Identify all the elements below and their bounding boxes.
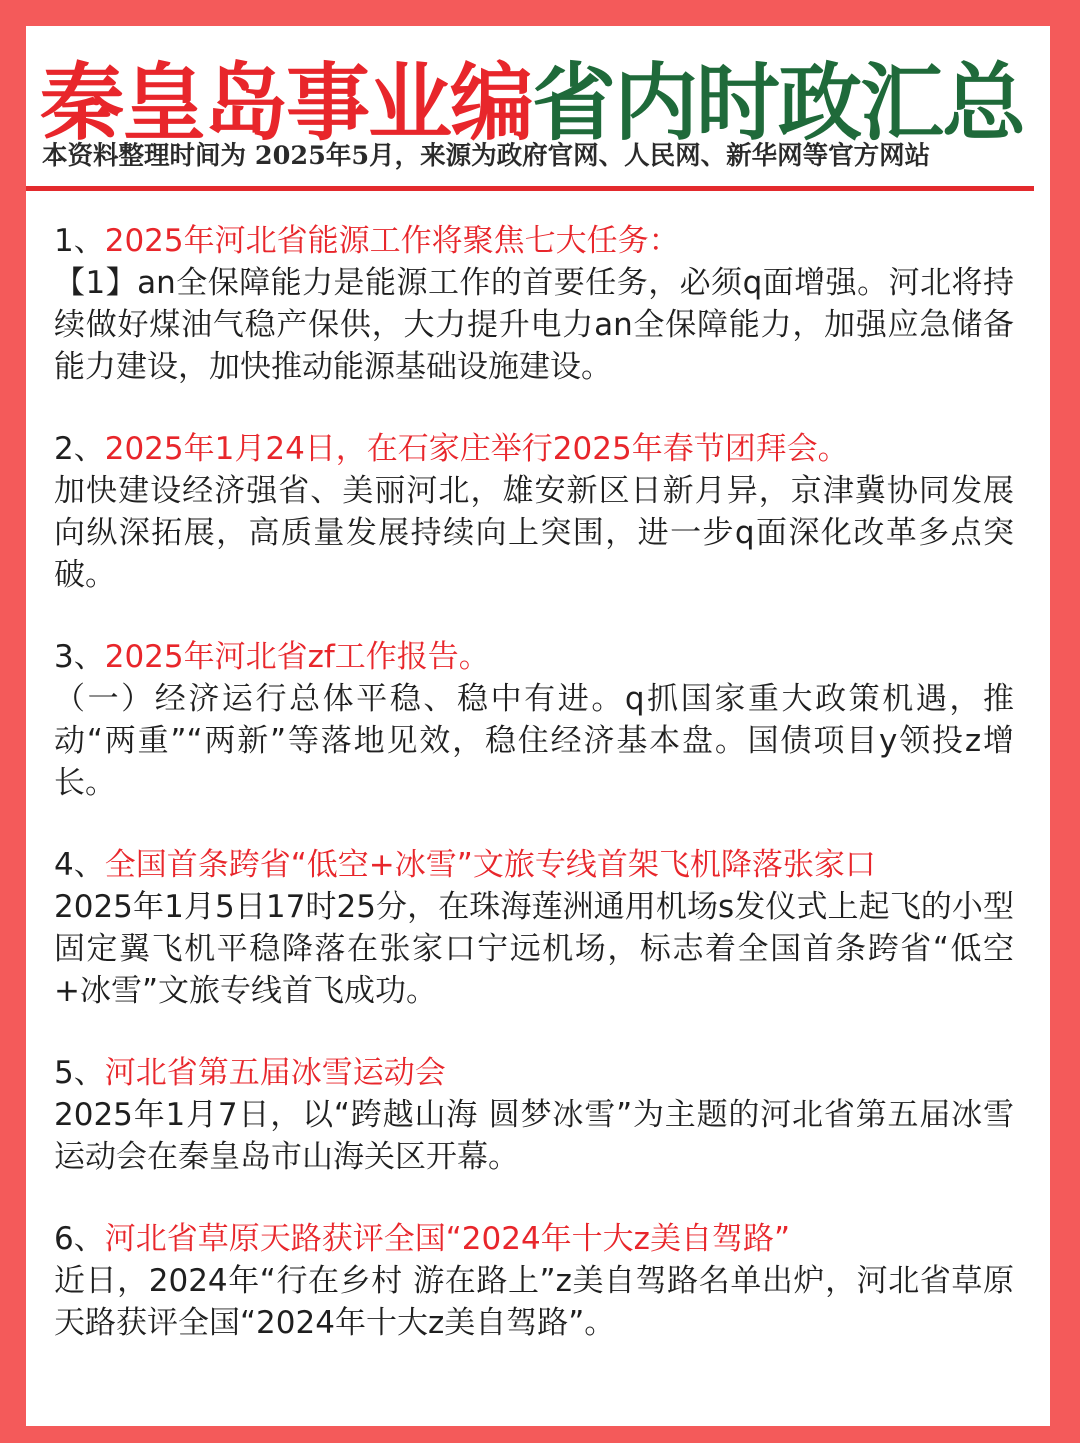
news-item-title: 2025年河北省zf工作报告。 (104, 639, 490, 675)
news-item-body: 【1】an全保障能力是能源工作的首要任务，必须q面增强。河北将持续做好煤油气稳产保供，大力提升电力an全保障能力，加强应急储备能力建设，加快推动能源基础设施建设。 (54, 265, 1014, 385)
news-item-title: 河北省草原天路获评全国“2024年十大z美自驾路” (104, 1221, 791, 1257)
news-item-body: 2025年1月7日，以“跨越山海 圆梦冰雪”为主题的河北省第五届冰雪运动会在秦皇岛市山海关区开幕。 (54, 1097, 1014, 1175)
news-item-title: 河北省第五届冰雪运动会 (104, 1055, 446, 1091)
news-item-1 (54, 220, 1014, 388)
news-item-heading (54, 1218, 1014, 1260)
news-item-title: 2025年1月24日，在石家庄举行2025年春节团拜会。 (104, 431, 849, 467)
news-item-heading (54, 428, 1014, 470)
news-item-number: 1、 (54, 223, 105, 259)
title-red-part: 秦皇岛事业编 (40, 53, 533, 152)
news-item-heading (54, 1052, 1014, 1094)
news-item-number: 4、 (54, 847, 105, 883)
news-item-title: 全国首条跨省“低空+冰雪”文旅专线首架飞机降落张家口 (104, 847, 876, 883)
news-item-body: 近日，2024年“行在乡村 游在路上”z美自驾路名单出炉，河北省草原天路获评全国“2024年十大z美自驾路”。 (54, 1263, 1014, 1341)
news-item-4 (54, 844, 1014, 1012)
news-list (54, 220, 1014, 1384)
news-item-number: 2、 (54, 431, 105, 467)
news-item-2 (54, 428, 1014, 596)
news-item-body: 2025年1月5日17时25分，在珠海莲洲通用机场s发仪式上起飞的小型固定翼飞机平稳降落在张家口宁远机场，标志着全国首条跨省“低空+冰雪”文旅专线首飞成功。 (54, 889, 1014, 1009)
news-item-heading (54, 220, 1014, 262)
header-divider (26, 186, 1034, 191)
news-item-title: 2025年河北省能源工作将聚焦七大任务： (104, 223, 680, 259)
title-green-part: 省内时政汇总 (532, 53, 1025, 152)
news-item-5 (54, 1052, 1014, 1178)
news-item-body: 加快建设经济强省、美丽河北，雄安新区日新月异，京津冀协同发展向纵深拓展，高质量发展持续向上突围，进一步q面深化改革多点突破。 (54, 473, 1014, 593)
news-item-number: 6、 (54, 1221, 105, 1257)
news-item-6 (54, 1218, 1014, 1344)
news-item-body: （一）经济运行总体平稳、稳中有进。q抓国家重大政策机遇，推动“两重”“两新”等落地见效，稳住经济基本盘。国债项目y领投z增长。 (54, 681, 1014, 801)
news-item-heading (54, 636, 1014, 678)
content-card (26, 26, 1050, 1426)
news-item-3 (54, 636, 1014, 804)
page-subtitle: 本资料整理时间为 2025年5月，来源为政府官网、人民网、新华网等官方网站 (42, 141, 931, 171)
news-item-number: 5、 (54, 1055, 105, 1091)
news-item-heading (54, 844, 1014, 886)
news-item-number: 3、 (54, 639, 105, 675)
